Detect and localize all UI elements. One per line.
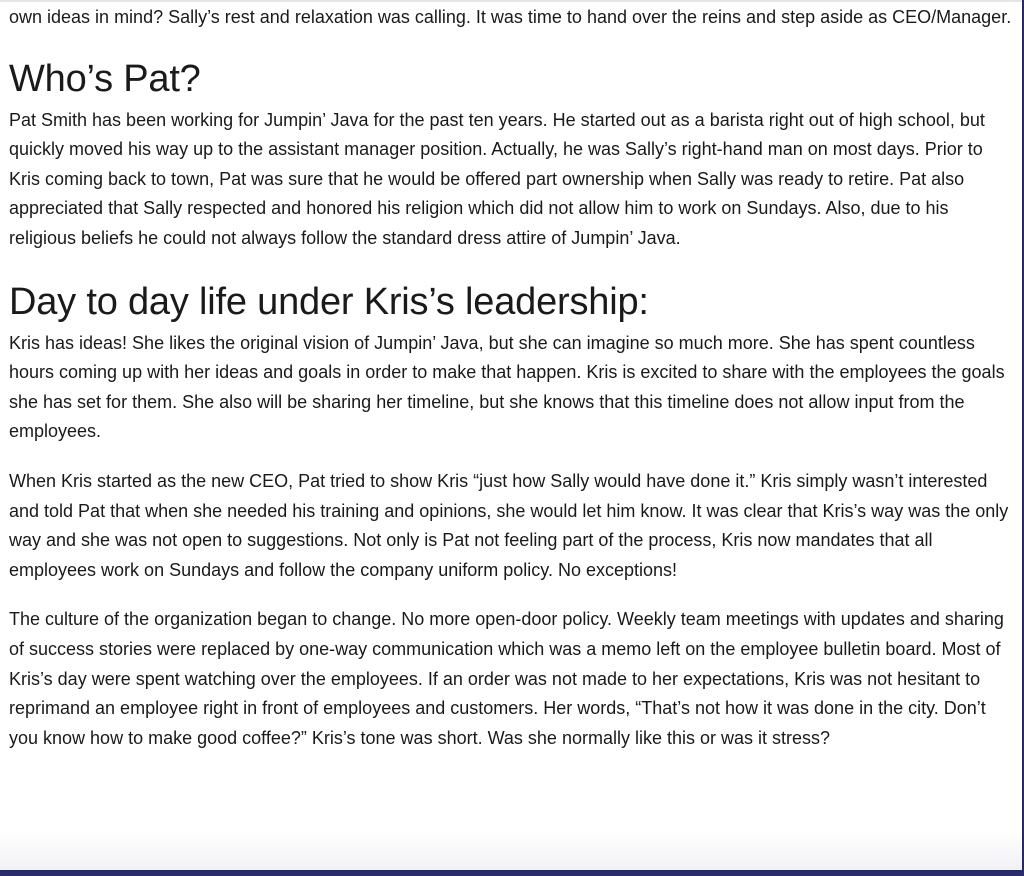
- kris-paragraph-1: Kris has ideas! She likes the original vision of Jumpin’ Java, but she can imagine so much more. She has spent countless hours coming up with her ideas and goals in order to make that happen. Kris is excited to share with the employees the goals she has set for them. She also will be sharing her timeline, but she knows that this timeline does not allow input from the employees.: [9, 332, 1005, 442]
- top-divider: [0, 0, 1022, 2]
- heading-kris-leadership: Day to day life under Kris’s leadership:: [9, 280, 649, 323]
- intro-paragraph-tail: own ideas in mind? Sally’s rest and relaxation was calling. It was time to hand over the reins and step aside as CEO/Manager.: [9, 7, 1012, 27]
- heading-whos-pat: Who’s Pat?: [9, 57, 201, 100]
- article-content: [0, 3, 1022, 753]
- kris-paragraph-3: The culture of the organization began to change. No more open-door policy. Weekly team meetings with updates and sharing of success stories were replaced by one-way communication which was a memo left on the employee bulletin board. Most of Kris’s day were spent watching over the employees. If an order was not made to her expectations, Kris was not hesitant to reprimand an employee right in front of employees and customers. Her words, “That’s not how it was done in the city. Don’t you know how to make good coffee?” Kris’s tone was short. Was she normally like this or was it stress?: [9, 609, 1004, 748]
- bottom-fade: [0, 830, 1022, 870]
- pat-paragraph: Pat Smith has been working for Jumpin’ Java for the past ten years. He started out as a barista right out of high school, but quickly moved his way up to the assistant manager position. Actually, he was Sally’s right-hand man on most days. Prior to Kris coming back to town, Pat was sure that he would be offered part ownership when Sally was ready to retire. Pat also appreciated that Sally respected and honored his religion which did not allow him to work on Sundays. Also, due to his religious beliefs he could not always follow the standard dress attire of Jumpin’ Java.: [9, 109, 985, 248]
- kris-paragraph-2: When Kris started as the new CEO, Pat tried to show Kris “just how Sally would have done it.” Kris simply wasn’t interested and told Pat that when she needed his training and opinions, she would let him know. It was clear that Kris’s way was the only way and she was not open to suggestions. Not only is Pat not feeling part of the process, Kris now mandates that all employees work on Sundays and follow the company uniform policy. No exceptions!: [9, 470, 1009, 580]
